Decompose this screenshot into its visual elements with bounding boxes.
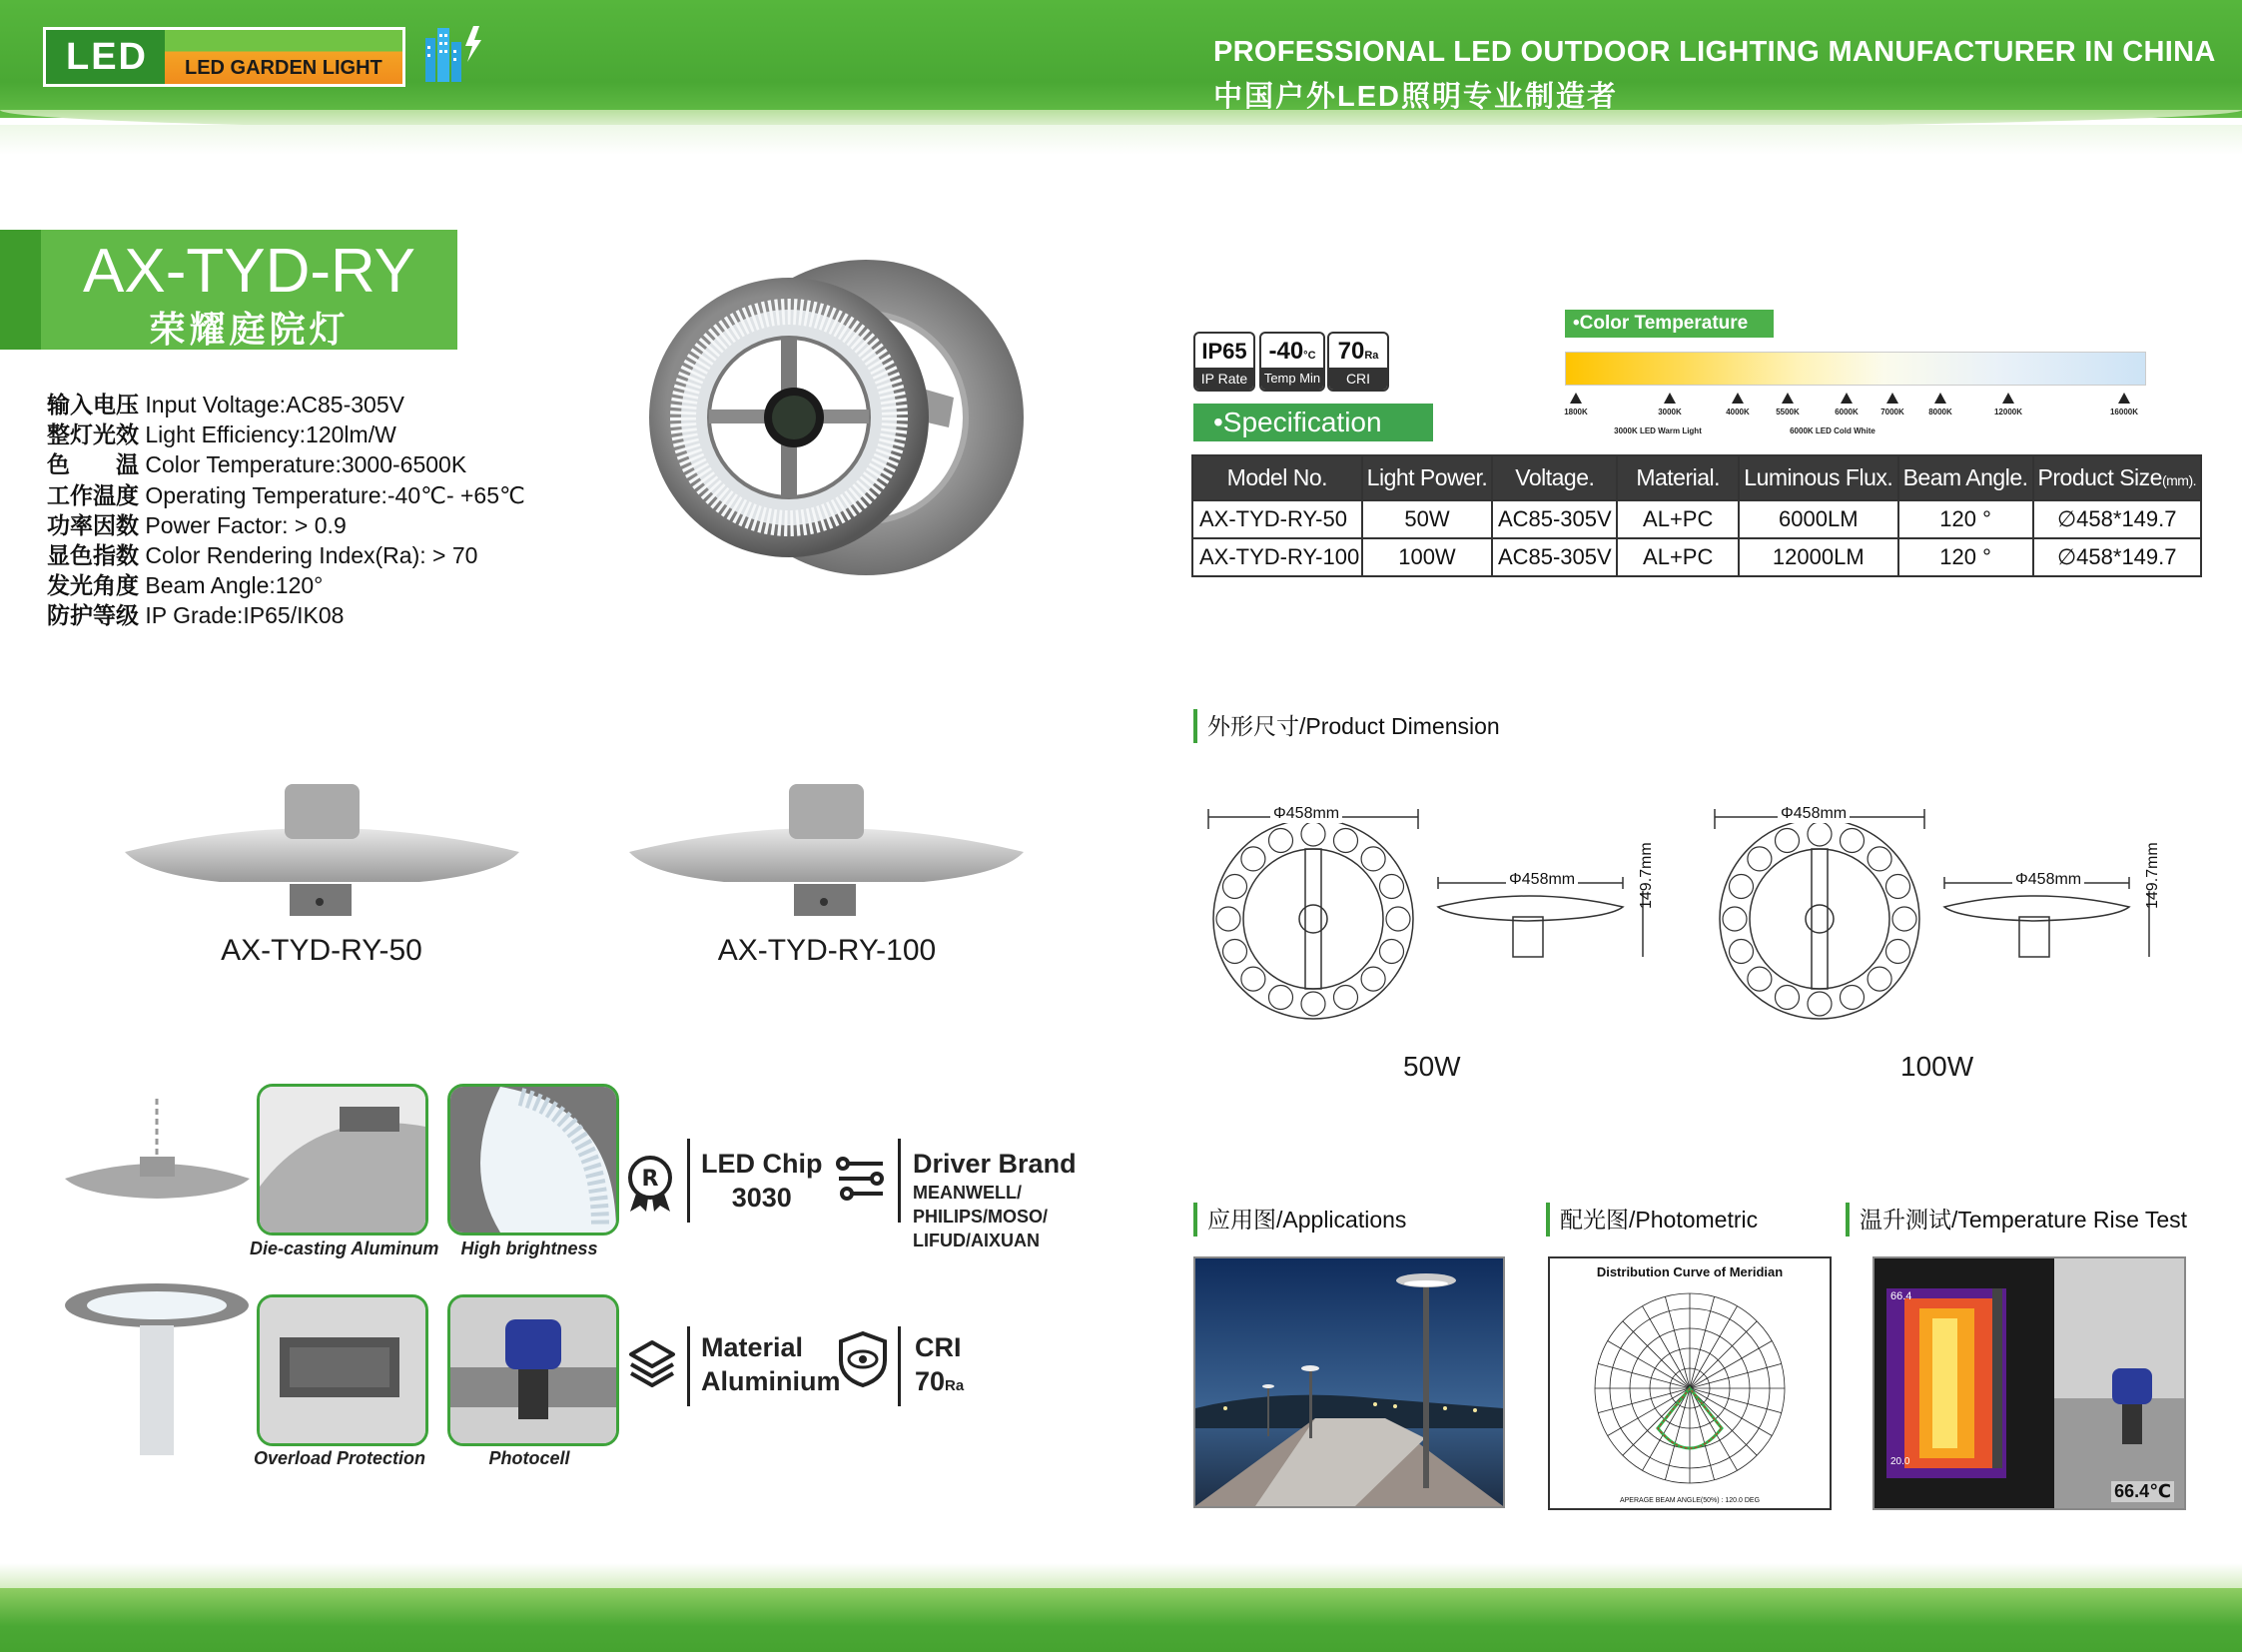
photometric-heading: 配光图/Photometric	[1546, 1203, 1758, 1237]
city-power-icon	[423, 24, 487, 86]
spec-label-cn: 功率因数	[47, 511, 139, 538]
driver-brand-feature	[913, 1147, 1077, 1252]
cell: AX-TYD-RY-50	[1192, 500, 1362, 538]
ct-note-warm: 3000K LED Warm Light	[1614, 426, 1702, 435]
spec-value-en: Input Voltage:AC85-305V	[145, 392, 404, 417]
header-tagline-cn: 中国户外LED照明专业制造者	[1213, 81, 1619, 113]
spec-label-cn: 输入电压	[47, 392, 139, 417]
high-brightness-thumb	[447, 1084, 619, 1236]
polar-spoke	[1665, 1296, 1690, 1388]
divider	[687, 1326, 690, 1406]
cell: AC85-305V	[1492, 500, 1617, 538]
badge-unit: Ra	[1364, 350, 1379, 362]
color-temperature-tag: •Color Temperature	[1565, 310, 1774, 338]
cell: AX-TYD-RY-100	[1192, 538, 1362, 576]
petal-outline	[1386, 907, 1410, 931]
cell: 6000LM	[1739, 500, 1898, 538]
polar-spoke	[1690, 1341, 1772, 1389]
petal-outline	[1361, 967, 1385, 991]
spec-label-cn: 发光角度	[47, 572, 139, 599]
product-hero-image	[554, 258, 1034, 597]
th-model: Model No.	[1192, 455, 1362, 500]
spec-value-en: Light Efficiency:120lm/W	[145, 421, 396, 448]
petal-outline	[1776, 986, 1800, 1010]
badge-value-line	[1261, 334, 1323, 368]
th-voltage: Voltage.	[1492, 455, 1617, 500]
brand-sub-text: LED GARDEN LIGHT	[185, 57, 382, 79]
ct-tick-label: 12000K	[1993, 408, 2023, 416]
badge-label: Temp Min	[1261, 368, 1323, 390]
spec-value-en: Operating Temperature:-40℃- +65℃	[145, 481, 525, 508]
polar-spoke	[1690, 1321, 1757, 1388]
ct-tick-label: 16000K	[2109, 408, 2139, 416]
thermal-reading: 66.4℃	[2111, 1481, 2174, 1502]
product-name-cn: 荣耀庭院灯	[149, 309, 350, 350]
polar-spoke	[1623, 1321, 1690, 1388]
application-photo	[1193, 1256, 1505, 1508]
cell: ∅458*149.7	[2033, 538, 2201, 576]
led-chip-feature	[701, 1147, 823, 1215]
divider	[898, 1139, 901, 1223]
cell: 50W	[1362, 500, 1493, 538]
polar-spoke	[1643, 1388, 1691, 1470]
petal-outline	[1380, 940, 1404, 964]
ct-tick-label: 3000K	[1658, 408, 1682, 416]
petal-outline	[1361, 847, 1385, 871]
driver-brand-title: Driver Brand	[913, 1149, 1077, 1179]
svg-text:R: R	[641, 1167, 659, 1192]
table-row	[1192, 538, 2201, 576]
th-material: Material.	[1617, 455, 1739, 500]
spec-value-en: Color Temperature:3000-6500K	[145, 451, 467, 478]
dim-diameter-label: Φ458mm	[2012, 871, 2084, 889]
caption-overload: Overload Protection	[253, 1448, 426, 1468]
th-size	[2033, 455, 2201, 500]
temperature-heading: 温升测试/Temperature Rise Test	[1846, 1203, 2187, 1237]
hanging-lamp-image	[60, 1099, 255, 1219]
polar-spoke	[1690, 1306, 1738, 1388]
cell: 100W	[1362, 538, 1493, 576]
dim-diameter-label: Φ458mm	[1270, 805, 1342, 823]
ct-tick-marker	[2002, 393, 2014, 404]
polar-spoke	[1690, 1363, 1782, 1388]
dimension-heading: 外形尺寸/Product Dimension	[1193, 709, 1500, 743]
spec-line	[47, 570, 566, 600]
cell: AL+PC	[1617, 500, 1739, 538]
cri-value-line	[915, 1364, 964, 1403]
polar-spoke	[1598, 1388, 1690, 1413]
petal-outline	[1334, 986, 1358, 1010]
cell: 120 °	[1898, 500, 2033, 538]
dimension-drawing-100w	[1710, 799, 2189, 1039]
polar-spoke	[1690, 1388, 1772, 1436]
table-header-row	[1192, 455, 2201, 500]
divider	[898, 1326, 901, 1406]
cri-unit: Ra	[945, 1377, 965, 1394]
variant-label: AX-TYD-RY-100	[717, 934, 937, 967]
spec-value-en: Color Rendering Index(Ra): > 70	[145, 542, 478, 569]
variant-label: AX-TYD-RY-50	[221, 934, 422, 967]
spec-value-en: Power Factor: > 0.9	[145, 511, 347, 538]
petal-outline	[1241, 847, 1265, 871]
ct-tick-label: 7000K	[1880, 408, 1904, 416]
driver-circuit-icon	[835, 1156, 887, 1202]
ct-note-cold: 6000K LED Cold White	[1790, 426, 1875, 435]
driver-brand-line: PHILIPS/MOSO/	[913, 1207, 1049, 1227]
led-chip-value: 3030	[731, 1183, 792, 1213]
spec-line	[47, 480, 566, 510]
badge-value-line	[1329, 334, 1387, 368]
pole-lamp-image	[60, 1280, 255, 1455]
thermal-max: 66.4	[1890, 1290, 1912, 1302]
dim-diameter-label: Φ458mm	[1778, 805, 1850, 823]
cri-title: CRI	[915, 1332, 962, 1362]
cri-value: 70	[915, 1366, 946, 1396]
spec-value-en: IP Grade:IP65/IK08	[145, 602, 345, 629]
petal-outline	[1841, 829, 1865, 853]
cri-feature	[915, 1330, 964, 1403]
ct-tick-marker	[1782, 393, 1794, 404]
ct-tick-marker	[1664, 393, 1676, 404]
table-row	[1192, 500, 2201, 538]
cri-badge	[1327, 332, 1389, 392]
spec-label-cn: 防护等级	[47, 602, 139, 629]
spec-label-cn: 工作温度	[47, 481, 139, 508]
driver-brand-line: LIFUD/AIXUAN	[913, 1231, 1040, 1250]
layers-icon	[627, 1338, 677, 1388]
petal-outline	[1269, 829, 1293, 853]
polar-spoke	[1608, 1341, 1690, 1389]
cell: AC85-305V	[1492, 538, 1617, 576]
petal-outline	[1301, 992, 1325, 1016]
petal-outline	[1730, 875, 1754, 899]
petal-outline	[1868, 967, 1891, 991]
spec-line	[47, 390, 566, 419]
side-view-100w	[624, 774, 1029, 924]
petal-outline	[1723, 907, 1747, 931]
die-casting-thumb	[257, 1084, 428, 1236]
dim-caption: 50W	[1403, 1051, 1461, 1082]
ct-tick-marker	[1570, 393, 1582, 404]
caption-high-brightness: High brightness	[460, 1239, 598, 1258]
specification-tag: •Specification	[1193, 404, 1433, 441]
polar-spoke	[1690, 1388, 1782, 1413]
spec-list	[47, 390, 566, 631]
header-fade	[0, 125, 2242, 155]
spec-label-cn: 色 温	[47, 451, 139, 478]
brand-logo: LED	[43, 27, 171, 87]
brand-sub-logo	[165, 27, 405, 87]
petal-outline	[1868, 847, 1891, 871]
thermal-min: 20.0	[1890, 1456, 1910, 1467]
cell: 12000LM	[1739, 538, 1898, 576]
petal-outline	[1223, 940, 1247, 964]
petal-outline	[1808, 822, 1832, 846]
photometric-title: Distribution Curve of Meridian	[1596, 1264, 1784, 1279]
petal-outline	[1776, 829, 1800, 853]
th-power: Light Power.	[1362, 455, 1493, 500]
applications-heading: 应用图/Applications	[1193, 1203, 1406, 1237]
dim-diameter-label: Φ458mm	[1506, 871, 1578, 889]
spec-line	[47, 419, 566, 449]
ct-tick-label: 4000K	[1726, 408, 1750, 416]
photocell-thumb	[447, 1294, 619, 1446]
cell: AL+PC	[1617, 538, 1739, 576]
header-tagline-en: PROFESSIONAL LED OUTDOOR LIGHTING MANUFACTURER IN CHINA	[1213, 36, 2216, 68]
polar-spoke	[1690, 1388, 1738, 1470]
petal-outline	[1223, 875, 1247, 899]
petal-outline	[1886, 940, 1910, 964]
badge-value: IP65	[1201, 339, 1247, 364]
th-size-unit: (mm).	[2161, 472, 2196, 488]
ct-tick-marker	[1934, 393, 1946, 404]
registered-badge-icon	[624, 1154, 676, 1214]
badge-label: CRI	[1329, 368, 1387, 390]
dim-caption: 100W	[1900, 1051, 1974, 1082]
caption-photocell: Photocell	[488, 1448, 570, 1468]
ct-tick-label: 5500K	[1776, 408, 1800, 416]
petal-outline	[1269, 986, 1293, 1010]
spec-table	[1191, 454, 2202, 577]
petal-outline	[1892, 907, 1916, 931]
polar-plot	[1580, 1288, 1800, 1488]
spec-label-cn: 整灯光效	[47, 421, 139, 448]
badge-unit: °C	[1303, 350, 1316, 362]
led-chip-title: LED Chip	[701, 1149, 823, 1179]
ct-tick-label: 8000K	[1928, 408, 1952, 416]
color-temperature-gradient	[1565, 352, 2146, 386]
spec-line	[47, 600, 566, 630]
product-model: AX-TYD-RY	[82, 237, 415, 306]
th-size-text: Product Size	[2037, 464, 2162, 490]
ct-tick-marker	[1886, 393, 1898, 404]
temp-min-badge	[1259, 332, 1325, 392]
ct-tick-label: 6000K	[1835, 408, 1859, 416]
product-title-box	[41, 230, 457, 350]
petal-outline	[1886, 875, 1910, 899]
badge-value: 70	[1337, 338, 1365, 365]
polar-spoke	[1608, 1388, 1690, 1436]
ct-tick-marker	[2118, 393, 2130, 404]
caption-die-casting: Die-casting Aluminum	[250, 1239, 439, 1258]
petal-outline	[1841, 986, 1865, 1010]
dim-height-label: 149.7mm	[2144, 842, 2161, 909]
shield-eye-icon	[837, 1330, 889, 1388]
material-feature	[701, 1330, 841, 1398]
petal-outline	[1748, 967, 1772, 991]
cell: 120 °	[1898, 538, 2033, 576]
polar-spoke	[1643, 1306, 1691, 1388]
polar-spoke	[1690, 1296, 1715, 1388]
spec-label-cn: 显色指数	[47, 542, 139, 569]
dimension-drawing-50w	[1203, 799, 1683, 1039]
title-accent-bar	[0, 230, 41, 350]
side-view-50w	[120, 774, 524, 924]
driver-brand-line: MEANWELL/	[913, 1183, 1022, 1203]
cell: ∅458*149.7	[2033, 500, 2201, 538]
th-beam: Beam Angle.	[1898, 455, 2033, 500]
overload-protection-thumb	[257, 1294, 428, 1446]
petal-outline	[1748, 847, 1772, 871]
ct-tick-marker	[1841, 393, 1853, 404]
polar-spoke	[1598, 1363, 1690, 1388]
material-value: Aluminium	[701, 1366, 841, 1396]
divider	[687, 1139, 690, 1223]
badge-value: -40	[1268, 338, 1304, 365]
ip-rate-badge	[1193, 332, 1255, 392]
spec-line	[47, 510, 566, 540]
th-flux: Luminous Flux.	[1739, 455, 1898, 500]
petal-outline	[1380, 875, 1404, 899]
ct-tick-label: 1800K	[1564, 408, 1588, 416]
petal-outline	[1730, 940, 1754, 964]
petal-outline	[1216, 907, 1240, 931]
badge-label: IP Rate	[1195, 368, 1253, 390]
petal-outline	[1301, 822, 1325, 846]
dim-height-label: 149.7mm	[1638, 842, 1655, 909]
material-title: Material	[701, 1332, 804, 1362]
spec-line	[47, 449, 566, 479]
petal-outline	[1241, 967, 1265, 991]
thermal-test-photo	[1872, 1256, 2186, 1510]
petal-outline	[1808, 992, 1832, 1016]
spec-line	[47, 540, 566, 570]
photometric-footer: APERAGE BEAM ANGLE(50%) : 120.0 DEG	[1619, 1497, 1761, 1504]
spec-value-en: Beam Angle:120°	[145, 572, 324, 599]
photometric-chart	[1548, 1256, 1832, 1510]
footer-band	[0, 1588, 2242, 1652]
ct-tick-marker	[1732, 393, 1744, 404]
petal-outline	[1334, 829, 1358, 853]
